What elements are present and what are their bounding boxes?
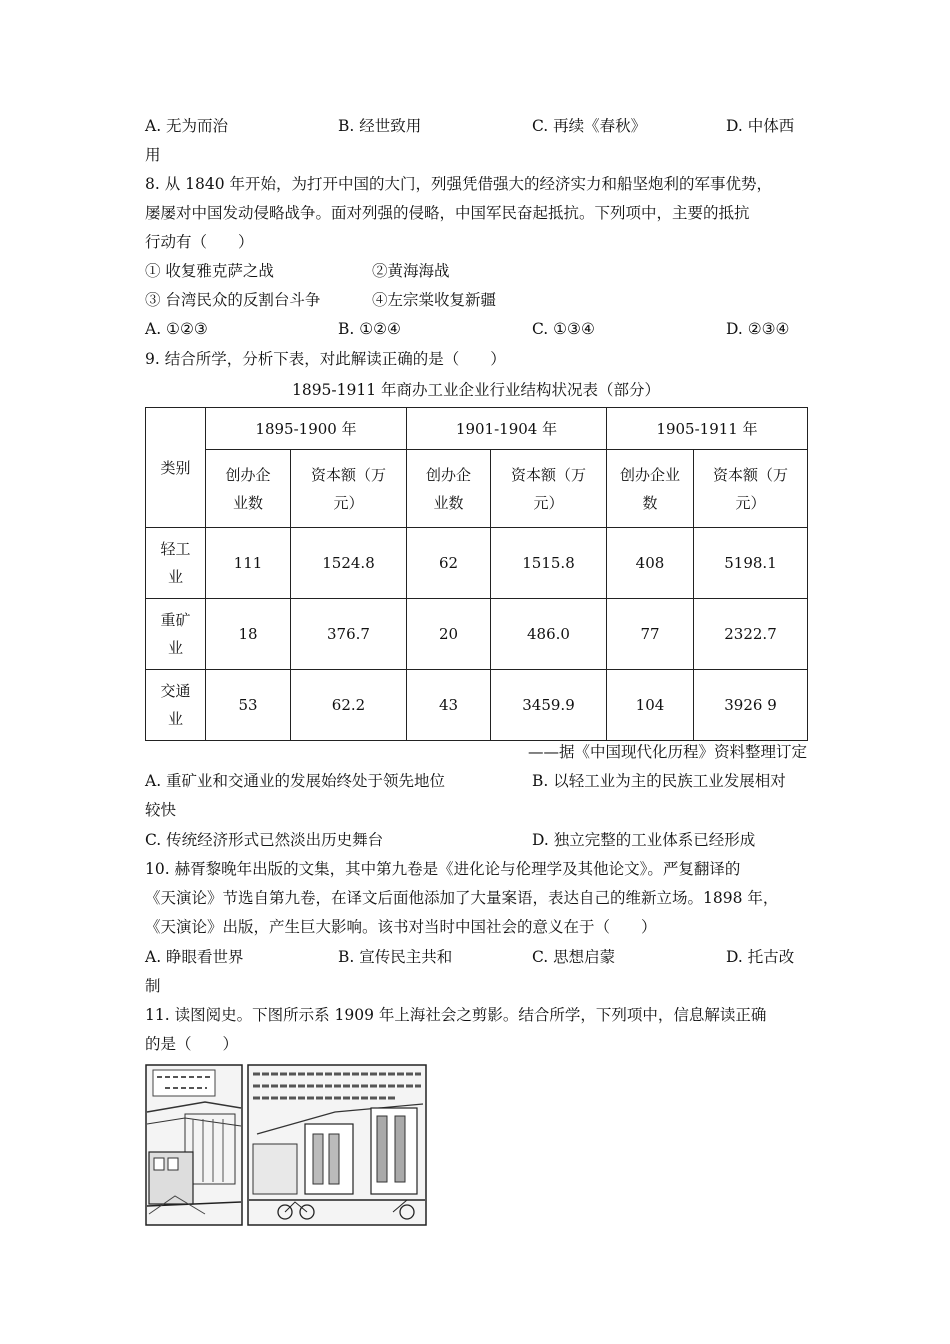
- q10-option-d-wrap: 制: [145, 977, 161, 995]
- table-row: [146, 670, 808, 741]
- table-cell: 5198.1: [694, 528, 808, 599]
- q8-item-4: ④左宗棠收复新疆: [372, 291, 497, 309]
- shanghai-1909-sketch-figure: [145, 1064, 427, 1226]
- q9-option-b-wrap: 较快: [145, 801, 177, 819]
- table-cell: 53: [206, 670, 291, 741]
- table-cell: 376.7: [291, 599, 407, 670]
- right-panel-sketch: [248, 1065, 426, 1225]
- q9-option-d: D. 独立完整的工业体系已经形成: [532, 831, 756, 849]
- table-cell: 2322.7: [694, 599, 808, 670]
- table-cell: 408: [607, 528, 694, 599]
- table-cell: 43: [407, 670, 491, 741]
- q11-stem-line-1: 11. 读图阅史。下图所示系 1909 年上海社会之剪影。结合所学，下列项中，信息解读正确: [145, 1006, 767, 1024]
- q10-stem-line-1: 10. 赫胥黎晚年出版的文集，其中第九卷是《进化论与伦理学及其他论文》。严复翻译的: [145, 860, 741, 878]
- table-row: [146, 528, 808, 599]
- period-header: 1901-1904 年: [407, 408, 607, 450]
- sub-header: 资本额（万 元）: [491, 450, 607, 528]
- q7-option-d-wrap: 用: [145, 146, 161, 164]
- sub-header: 创办企 业数: [407, 450, 491, 528]
- table-cell: 486.0: [491, 599, 607, 670]
- q11-stem-line-2: 的是（ ）: [145, 1035, 239, 1053]
- industry-structure-table: [145, 407, 808, 741]
- q9-option-a: A. 重矿业和交通业的发展始终处于领先地位: [145, 772, 446, 790]
- q8-stem-line-3: 行动有（ ）: [145, 233, 254, 251]
- q9-stem: 9. 结合所学，分析下表，对此解读正确的是（ ）: [145, 350, 506, 368]
- row-category: 交通 业: [146, 670, 206, 741]
- q10-option-d: D. 托古改: [726, 948, 795, 966]
- table-cell: 62: [407, 528, 491, 599]
- period-header: 1895-1900 年: [206, 408, 407, 450]
- q7-option-b: B. 经世致用: [338, 117, 422, 135]
- left-panel-sketch: [146, 1065, 242, 1225]
- table-cell: 62.2: [291, 670, 407, 741]
- table-cell: 1524.8: [291, 528, 407, 599]
- q7-option-c: C. 再续《春秋》: [532, 117, 647, 135]
- q9-option-b: B. 以轻工业为主的民族工业发展相对: [532, 772, 786, 790]
- q8-item-2: ②黄海海战: [372, 262, 450, 280]
- table-cell: 77: [607, 599, 694, 670]
- sub-header: 资本额（万 元）: [291, 450, 407, 528]
- q10-stem-line-2: 《天演论》节选自第九卷，在译文后面他添加了大量案语，表达自己的维新立场。1898 年，: [145, 889, 779, 907]
- q10-option-b: B. 宣传民主共和: [338, 948, 453, 966]
- table-cell: 1515.8: [491, 528, 607, 599]
- q8-stem-line-1: 8. 从 1840 年开始，为打开中国的大门，列强凭借强大的经济实力和船坚炮利的军事优势，: [145, 175, 773, 193]
- category-header: 类别: [146, 408, 206, 528]
- table-cell: 18: [206, 599, 291, 670]
- table-row: [146, 599, 808, 670]
- table-cell: 20: [407, 599, 491, 670]
- q7-option-a: A. 无为而治: [145, 117, 229, 135]
- table-cell: 3926 9: [694, 670, 808, 741]
- table-cell: 111: [206, 528, 291, 599]
- q8-option-a: A. ①②③: [145, 320, 208, 338]
- q9-option-c: C. 传统经济形式已然淡出历史舞台: [145, 831, 384, 849]
- period-header: 1905-1911 年: [607, 408, 808, 450]
- q10-option-c: C. 思想启蒙: [532, 948, 616, 966]
- sub-header: 资本额（万 元）: [694, 450, 808, 528]
- q8-item-3: ③ 台湾民众的反割台斗争: [145, 291, 321, 309]
- q7-option-d: D. 中体西: [726, 117, 795, 135]
- table-source: ——据《中国现代化历程》资料整理订定: [527, 743, 807, 761]
- sub-header: 创办企业 数: [607, 450, 694, 528]
- q8-option-d: D. ②③④: [726, 320, 790, 338]
- q10-option-a: A. 睁眼看世界: [145, 948, 244, 966]
- row-category: 轻工 业: [146, 528, 206, 599]
- q10-stem-line-3: 《天演论》出版，产生巨大影响。该书对当时中国社会的意义在于（ ）: [145, 918, 657, 936]
- q8-option-b: B. ①②④: [338, 320, 401, 338]
- table-cell: 3459.9: [491, 670, 607, 741]
- q8-stem-line-2: 屡屡对中国发动侵略战争。面对列强的侵略，中国军民奋起抵抗。下列项中，主要的抵抗: [145, 204, 750, 222]
- table-cell: 104: [607, 670, 694, 741]
- q8-option-c: C. ①③④: [532, 320, 595, 338]
- sub-header: 创办企 业数: [206, 450, 291, 528]
- q8-item-1: ① 收复雅克萨之战: [145, 262, 274, 280]
- table-title: 1895-1911 年商办工业企业行业结构状况表（部分）: [291, 381, 661, 399]
- row-category: 重矿 业: [146, 599, 206, 670]
